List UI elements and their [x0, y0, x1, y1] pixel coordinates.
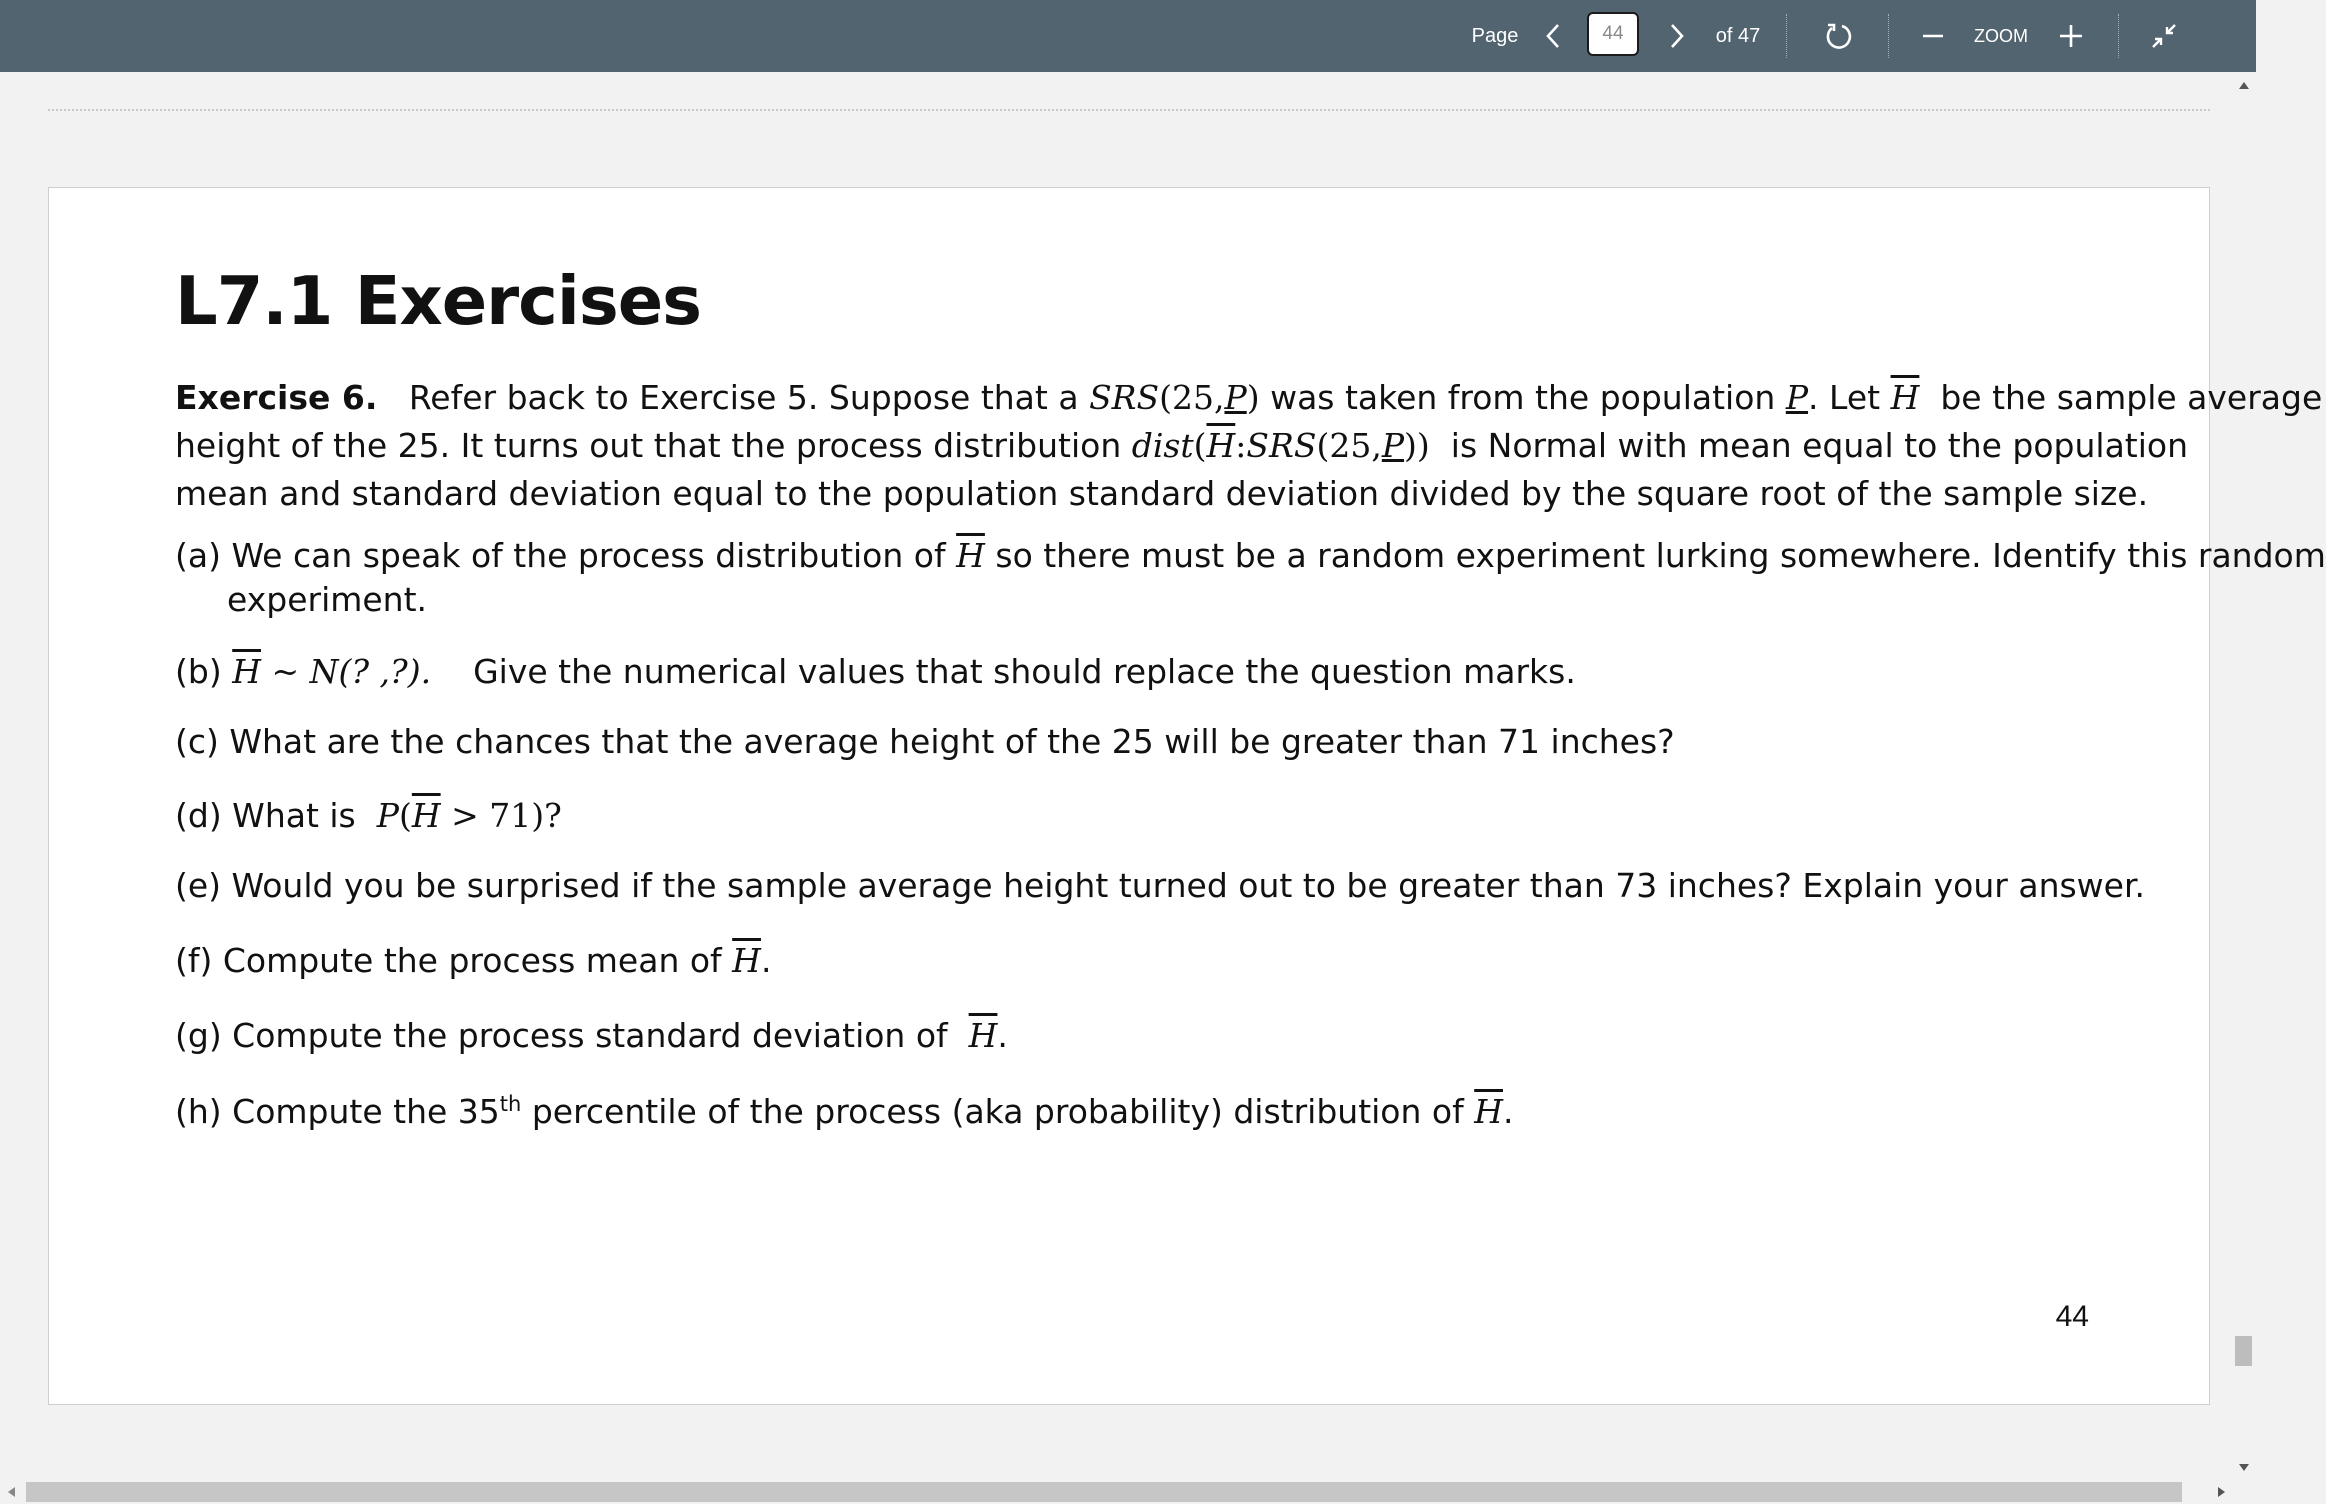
- scroll-left-arrow-icon[interactable]: [8, 1487, 15, 1497]
- question-a-continued: experiment.: [227, 580, 428, 619]
- text: (a) We can speak of the process distribution of: [175, 536, 946, 575]
- math-srs: SRS: [1246, 426, 1317, 465]
- text: .: [997, 1016, 1008, 1055]
- math-hbar: $\overline{H}$: [1206, 426, 1236, 465]
- math-hbar: $\overline{H}$: [232, 652, 261, 691]
- vertical-scroll-thumb[interactable]: [2235, 1336, 2252, 1366]
- math-p: P: [376, 796, 399, 835]
- math-population: P: [1785, 378, 1809, 417]
- chevron-left-icon: [1545, 23, 1561, 49]
- exercise-line-1: [175, 374, 2323, 422]
- page-count: of 47: [1715, 24, 1761, 47]
- next-page-button[interactable]: [1662, 0, 1692, 72]
- math-paren: ): [1246, 378, 1260, 417]
- math-normal: ~ N(? ,?).: [271, 652, 432, 691]
- toolbar-divider: [2118, 14, 2119, 58]
- text: (f) Compute the process mean of: [175, 941, 722, 980]
- math-args: (25,: [1316, 426, 1382, 465]
- plus-icon: [2058, 23, 2084, 49]
- previous-page-button[interactable]: [1538, 0, 1568, 72]
- question-g: [175, 1014, 1008, 1058]
- question-h: [175, 1090, 1514, 1134]
- text: Refer back to Exercise 5. Suppose that a: [408, 378, 1079, 417]
- question-b: [175, 650, 1576, 694]
- scroll-down-arrow-icon[interactable]: [2239, 1464, 2249, 1471]
- text: is Normal with mean equal to the population: [1450, 426, 2189, 465]
- superscript: th: [499, 1092, 522, 1116]
- toolbar-divider: [1786, 14, 1787, 58]
- question-c: (c) What are the chances that the average height of the 25 will be greater than 71 inches?: [175, 722, 1675, 761]
- math-colon: :: [1235, 426, 1247, 465]
- math-hbar: $\overline{H}$: [968, 1016, 998, 1055]
- math-open: (: [398, 796, 412, 835]
- page-number-input[interactable]: [1587, 12, 1639, 56]
- pdf-toolbar: [0, 0, 2256, 72]
- math-population: P: [1224, 378, 1247, 417]
- zoom-out-button[interactable]: [1918, 0, 1948, 72]
- zoom-in-button[interactable]: [2054, 0, 2088, 72]
- exercise-label: Exercise 6.: [175, 378, 378, 417]
- text: was taken from the population: [1270, 378, 1776, 417]
- exercise-line-3: mean and standard deviation equal to the population standard deviation divided by the square root of the sample size.: [175, 474, 2149, 513]
- question-f: [175, 939, 771, 983]
- math-args: (25,: [1159, 378, 1225, 417]
- previous-page-edge: [48, 109, 2210, 111]
- pdf-page: [48, 187, 2326, 1405]
- text: (b): [175, 652, 222, 691]
- text: Give the numerical values that should replace the question marks.: [473, 652, 1576, 691]
- text: .: [760, 941, 772, 980]
- math-hbar: $\overline{H}$: [1474, 1092, 1503, 1131]
- text: so there must be a random experiment lurking somewhere. Identify this random: [995, 536, 2326, 575]
- scroll-right-arrow-icon[interactable]: [2218, 1487, 2225, 1497]
- horizontal-scroll-thumb[interactable]: [26, 1482, 2182, 1502]
- math-population: P: [1381, 426, 1405, 465]
- math-inequality: > 71)?: [451, 796, 562, 835]
- math-dist: dist: [1131, 426, 1194, 465]
- math-hbar: $\overline{H}$: [411, 796, 441, 835]
- math-hbar: $\overline{H}$: [732, 941, 761, 980]
- question-a: [175, 534, 2326, 622]
- rotate-icon: [1823, 21, 1853, 51]
- text: . Let: [1808, 378, 1881, 417]
- text: (g) Compute the process standard deviation of: [175, 1016, 948, 1055]
- collapse-icon: [2149, 21, 2179, 51]
- math-paren: )): [1404, 426, 1430, 465]
- toolbar-divider: [1888, 14, 1889, 58]
- vertical-scrollbar[interactable]: [2233, 72, 2256, 1504]
- chevron-right-icon: [1669, 23, 1685, 49]
- rotate-button[interactable]: [1818, 0, 1858, 72]
- page-label: Page: [1471, 24, 1519, 47]
- zoom-label: ZOOM: [1974, 25, 2028, 46]
- horizontal-scrollbar[interactable]: [0, 1480, 2233, 1504]
- text: .: [1503, 1092, 1514, 1131]
- scroll-up-arrow-icon[interactable]: [2239, 82, 2249, 89]
- text: (d) What is: [175, 796, 356, 835]
- exercise-line-2: height of the 25. It turns out that the process distribution $dist(\overline{H}:SRS(25,P))$ is Normal with mean equal to the population: [175, 426, 2189, 465]
- exercise-paragraph: [175, 374, 2323, 518]
- page-number-footer: 44: [2055, 1300, 2089, 1333]
- text: percentile of the process (aka probability) distribution of: [531, 1092, 1464, 1131]
- question-e: (e) Would you be surprised if the sample average height turned out to be greater than 73 inches? Explain your answer.: [175, 866, 2145, 905]
- text: be the sample average: [1940, 378, 2323, 417]
- question-d: [175, 794, 562, 838]
- math-srs: SRS: [1089, 378, 1160, 417]
- math-hbar: $\overline{H}$: [956, 536, 985, 575]
- minus-icon: [1921, 24, 1945, 48]
- page-title: L7.1 Exercises: [175, 262, 702, 340]
- exit-fullscreen-button[interactable]: [2146, 0, 2182, 72]
- math-hbar: $\overline{H}$: [1890, 378, 1920, 417]
- text: height of the 25. It turns out that the process distribution: [175, 426, 1122, 465]
- text: (h) Compute the 35: [175, 1092, 500, 1131]
